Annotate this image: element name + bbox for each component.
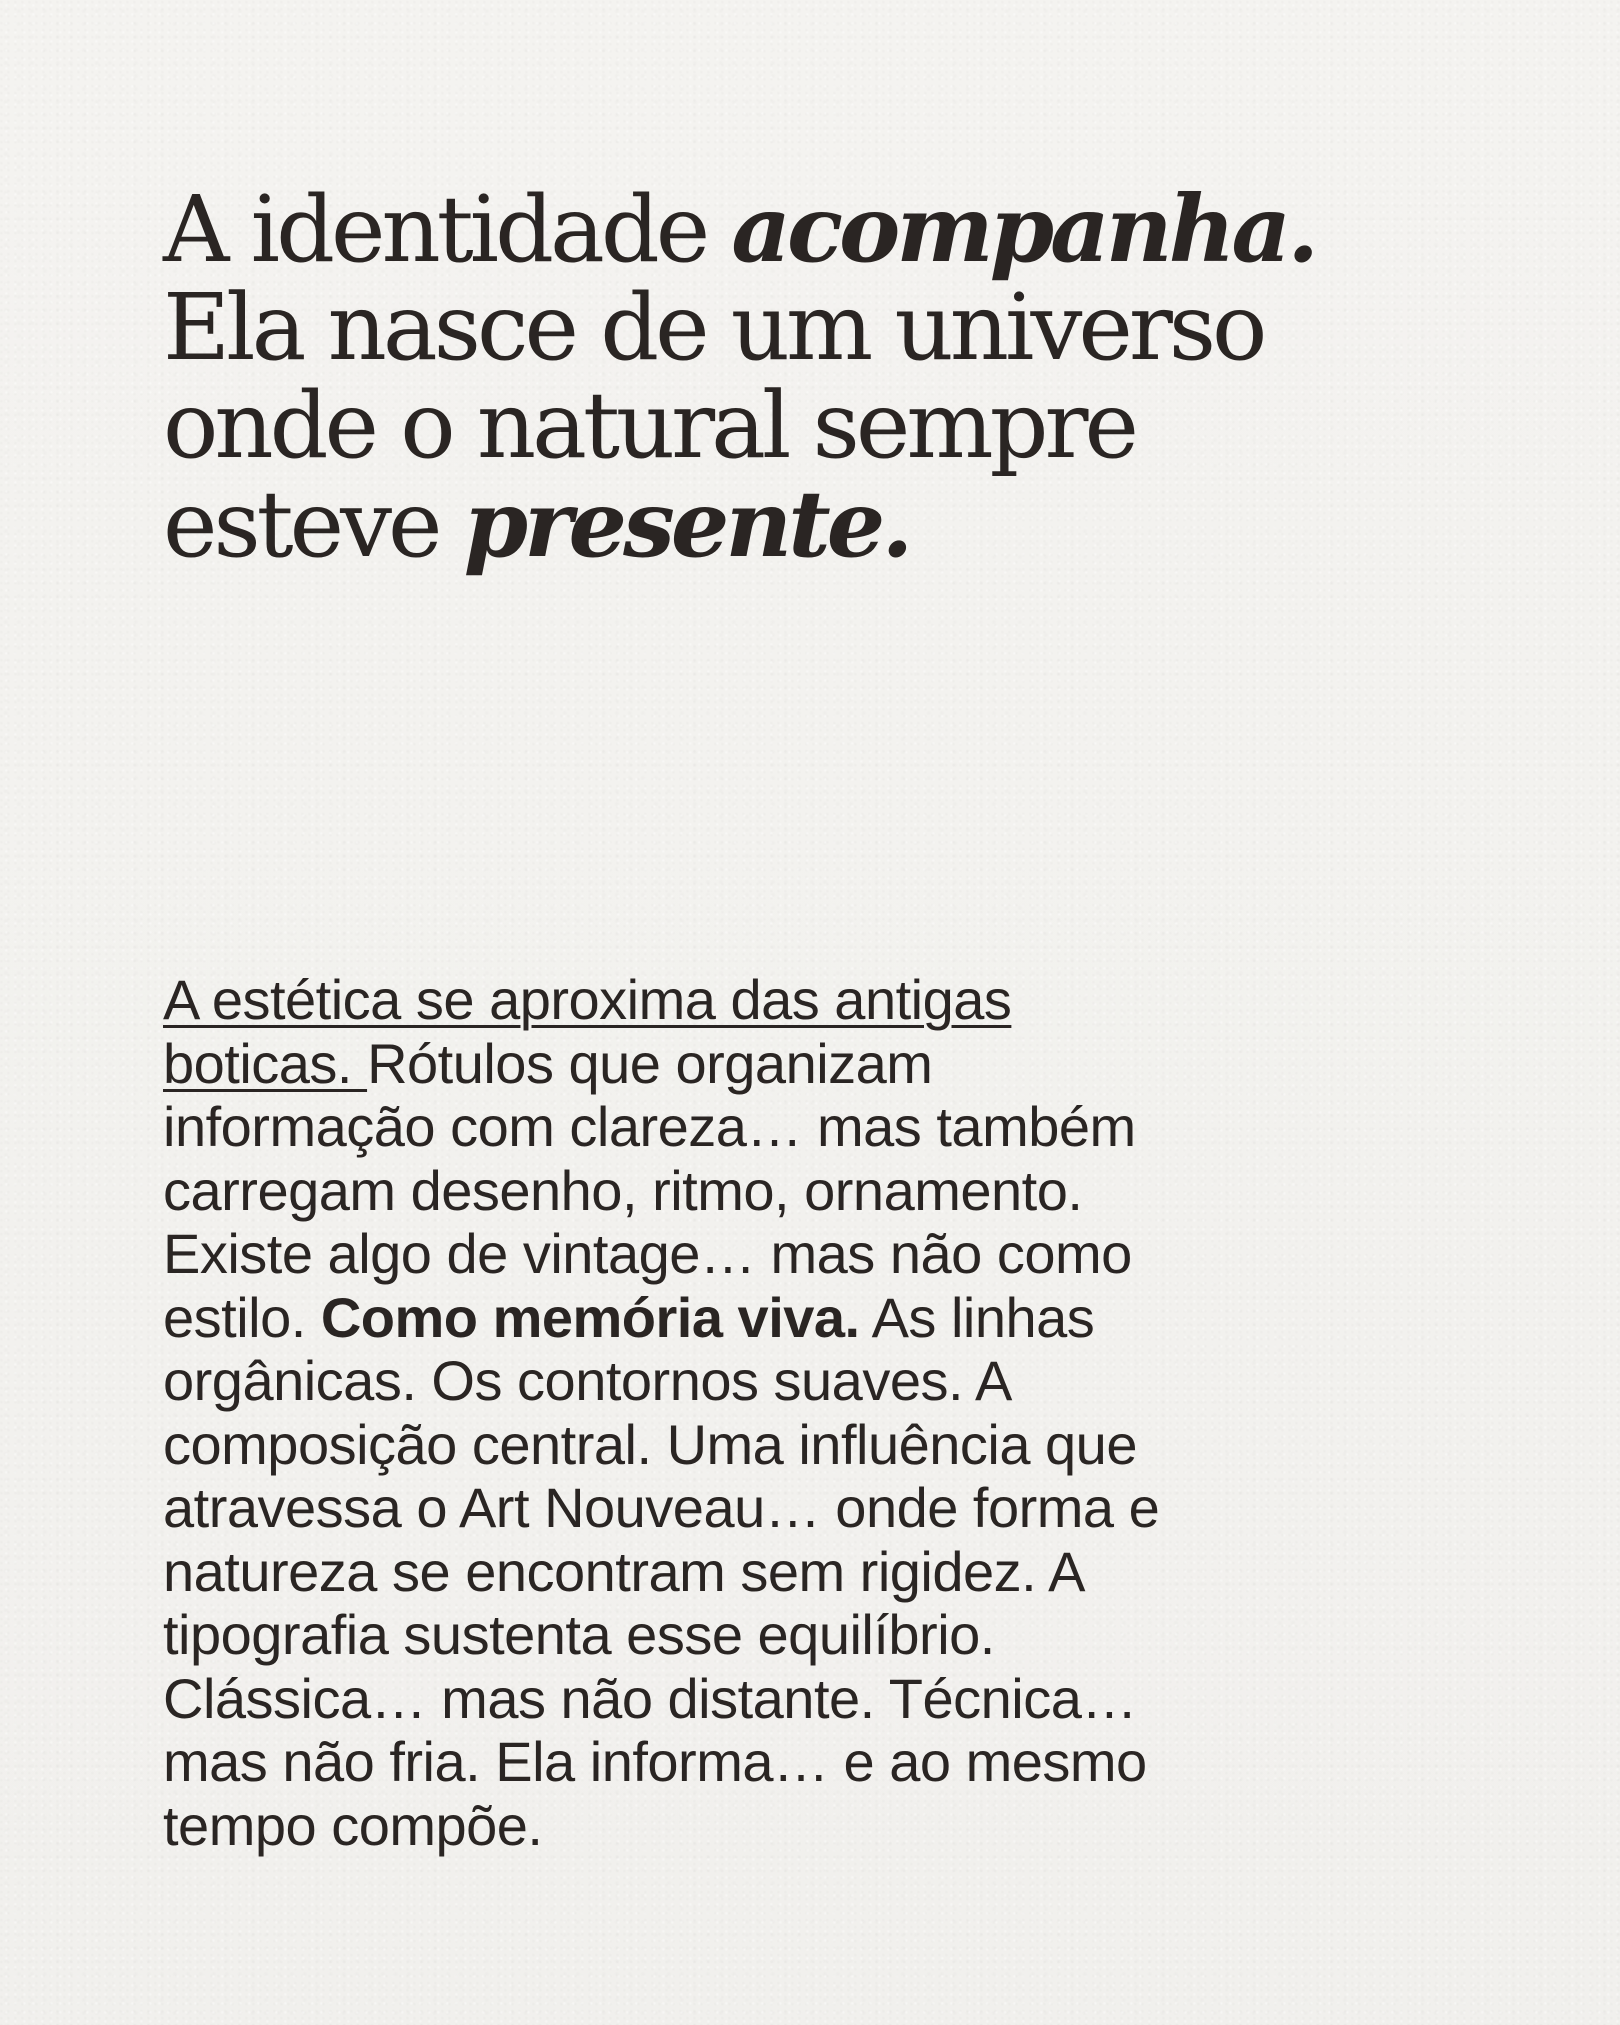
- body-line-1: [163, 968, 1463, 1032]
- headline-text: A identidade: [163, 176, 732, 283]
- body-text: Rótulos que organizam: [367, 1031, 933, 1095]
- body-line-12: Clássica… mas não distante. Técnica…: [163, 1666, 1137, 1730]
- headline-line-2: Ela nasce de um universo: [163, 274, 1264, 381]
- headline-line-3: onde o natural sempre: [163, 372, 1135, 479]
- body-line-9: atravessa o Art Nouveau… onde forma e: [163, 1476, 1160, 1539]
- headline-emphasis: presente.: [463, 470, 910, 578]
- body-text: estilo.: [163, 1285, 321, 1349]
- body-line-13: mas não fria. Ela informa… e ao mesmo: [163, 1730, 1147, 1793]
- body-line-2: [163, 1032, 1463, 1096]
- body-line-4: carregam desenho, ritmo, ornamento.: [163, 1158, 1083, 1222]
- body-paragraph: [163, 968, 1463, 1857]
- body-line-10: natureza se encontram sem rigidez. A: [163, 1539, 1086, 1603]
- underlined-phrase: A estética se aproxima das antigas: [163, 968, 1012, 1031]
- body-text: As linhas: [859, 1285, 1095, 1349]
- body-line-3: informação com clareza… mas também: [163, 1095, 1136, 1158]
- body-line-7: orgânicas. Os contornos suaves. A: [163, 1349, 1012, 1412]
- underlined-phrase: boticas.: [163, 1031, 368, 1095]
- headline-line-4: [163, 470, 1463, 578]
- body-line-8: composição central. Uma influência que: [163, 1412, 1137, 1476]
- bold-phrase: Como memória viva.: [320, 1285, 860, 1349]
- body-line-6: [163, 1286, 1463, 1350]
- body-line-11: tipografia sustenta esse equilíbrio.: [163, 1603, 995, 1666]
- headline-text: esteve: [163, 471, 464, 578]
- headline-line-1: [163, 175, 1463, 283]
- body-line-14: tempo compõe.: [163, 1793, 543, 1857]
- body-line-5: Existe algo de vintage… mas não como: [163, 1222, 1132, 1285]
- headline-emphasis: acompanha.: [731, 175, 1316, 283]
- headline: [163, 175, 1463, 578]
